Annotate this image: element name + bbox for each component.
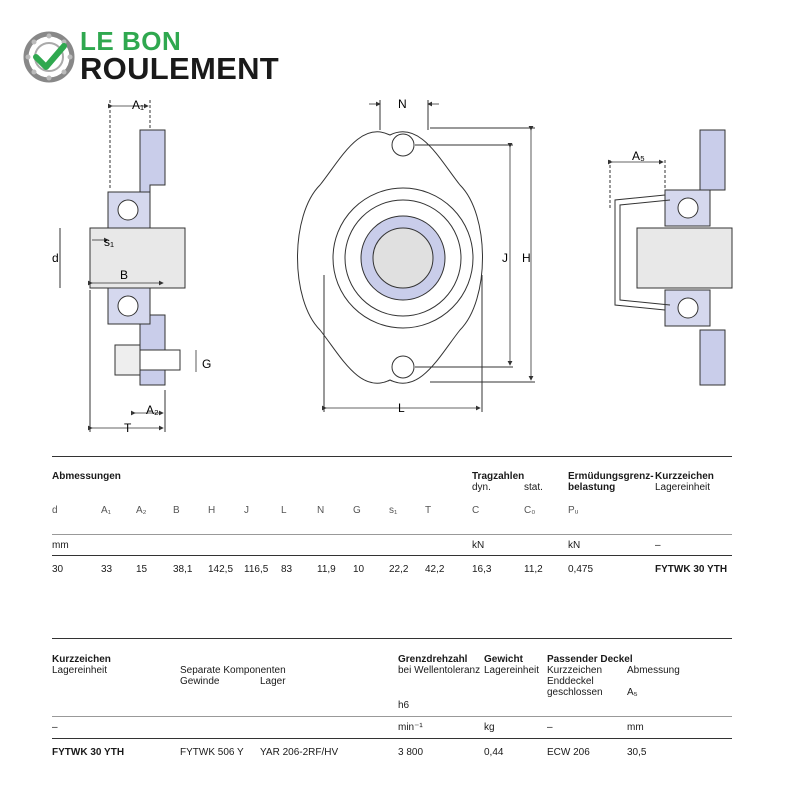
t2-h-speed-1: Grenzdrehzahl (398, 654, 468, 665)
t2-h-components: Separate Komponenten (180, 665, 286, 676)
t2-cell-bearing: YAR 206-2RF/HV (260, 747, 339, 758)
t2-cell-cover: ECW 206 (547, 747, 590, 758)
t1-cell-a1: 33 (101, 564, 113, 575)
t2-h-cover-a5: A₅ (627, 687, 638, 698)
t2-h-speed-3: h6 (398, 700, 410, 711)
dim-label-j: J (502, 251, 508, 265)
t1-load-stat: stat. (524, 482, 543, 493)
brand-line-1: LE BON (80, 26, 182, 56)
t2-cell-designation: FYTWK 30 YTH (52, 747, 125, 758)
dim-label-h: H (522, 251, 531, 265)
t2-h-weight-2: Lagereinheit (484, 665, 540, 676)
t1-cell-a2: 15 (136, 564, 148, 575)
t2-h-cover-dimension: Abmessung (627, 665, 680, 676)
t1-group-fatigue-1: Ermüdungsgrenz- (568, 471, 654, 482)
t1-cell-s1: 22,2 (389, 564, 409, 575)
t1-cell-t: 42,2 (425, 564, 445, 575)
dim-label-t: T (124, 421, 132, 435)
t1-group-dimensions: Abmessungen (52, 471, 121, 482)
t1-col-a2: A₂ (136, 505, 147, 516)
t1-col-l: L (281, 505, 287, 516)
t2-h-cover: Passender Deckel (547, 654, 633, 665)
dim-label-a1: A₁ (132, 98, 145, 112)
t1-cell-j: 116,5 (244, 564, 269, 575)
t1-unit-mm: mm (52, 540, 69, 551)
t1-col-a1: A₁ (101, 505, 112, 516)
t1-col-g: G (353, 505, 361, 516)
t1-col-d: d (52, 505, 58, 516)
side-view-left (60, 100, 185, 432)
dim-label-d: d (52, 251, 59, 265)
t1-col-t: T (425, 505, 432, 516)
t1-group-fatigue-2: belastung (568, 482, 616, 493)
t1-group-designation-1: Kurzzeichen (655, 471, 714, 482)
t1-cell-c0: 11,2 (524, 564, 543, 575)
t1-col-h: H (208, 505, 216, 516)
t1-cell-l: 83 (281, 564, 293, 575)
t2-h-cover-designation-3: geschlossen (547, 687, 603, 698)
t2-cell-thread: FYTWK 506 Y (180, 747, 244, 758)
dim-label-n: N (398, 97, 407, 111)
technical-drawing (0, 90, 800, 440)
dim-label-s1: s₁ (104, 235, 115, 249)
t1-group-load: Tragzahlen (472, 471, 525, 482)
t1-col-s1: s₁ (389, 505, 398, 516)
dim-label-b: B (120, 268, 129, 282)
t2-h-speed-2: bei Wellentoleranz (398, 665, 481, 676)
t2-h-thread: Gewinde (180, 676, 220, 687)
t1-group-designation-2: Lagereinheit (655, 482, 711, 493)
t2-h-designation-1: Kurzzeichen (52, 654, 111, 665)
t2-cell-weight: 0,44 (484, 747, 504, 758)
t1-cell-pu: 0,475 (568, 564, 594, 575)
dim-label-a2: A₂ (146, 403, 159, 417)
t1-cell-b: 38,1 (173, 564, 193, 575)
t1-cell-designation: FYTWK 30 YTH (655, 564, 728, 575)
t2-h-cover-designation-1: Kurzzeichen (547, 665, 603, 676)
t2-unit-dash-2: – (547, 722, 553, 733)
t1-cell-g: 10 (353, 564, 365, 575)
front-view (298, 100, 536, 412)
t1-unit-kn-1: kN (472, 540, 485, 551)
t1-unit-dash: – (655, 540, 661, 551)
t2-unit-mm: mm (627, 722, 644, 733)
t2-unit-min: min⁻¹ (398, 722, 423, 733)
t1-cell-c: 16,3 (472, 564, 492, 575)
t1-load-dyn: dyn. (472, 482, 491, 493)
t1-col-n: N (317, 505, 325, 516)
t2-unit-dash-1: – (52, 722, 58, 733)
t2-h-designation-2: Lagereinheit (52, 665, 108, 676)
dim-label-g: G (202, 357, 212, 371)
t2-h-weight-1: Gewicht (484, 654, 523, 665)
t1-cell-h: 142,5 (208, 564, 234, 575)
t1-col-j: J (244, 505, 249, 516)
t1-col-pu: Pᵤ (568, 505, 579, 516)
t2-cell-speed: 3 800 (398, 747, 424, 758)
t2-cell-a5: 30,5 (627, 747, 647, 758)
t1-col-c: C (472, 505, 480, 516)
t1-cell-n: 11,9 (317, 564, 336, 575)
brand-line-2: ROULEMENT (80, 51, 280, 86)
t2-h-cover-designation-2: Enddeckel (547, 676, 594, 687)
dim-label-a5: A₅ (632, 149, 645, 163)
bearing-check-icon (22, 30, 76, 84)
t1-cell-d: 30 (52, 564, 64, 575)
dim-label-l: L (398, 401, 405, 415)
t1-col-c0: C₀ (524, 505, 536, 516)
t2-h-bearing: Lager (260, 676, 286, 687)
t2-unit-kg: kg (484, 722, 495, 733)
t1-unit-kn-2: kN (568, 540, 581, 551)
t1-col-b: B (173, 505, 180, 516)
side-view-right (610, 130, 732, 385)
